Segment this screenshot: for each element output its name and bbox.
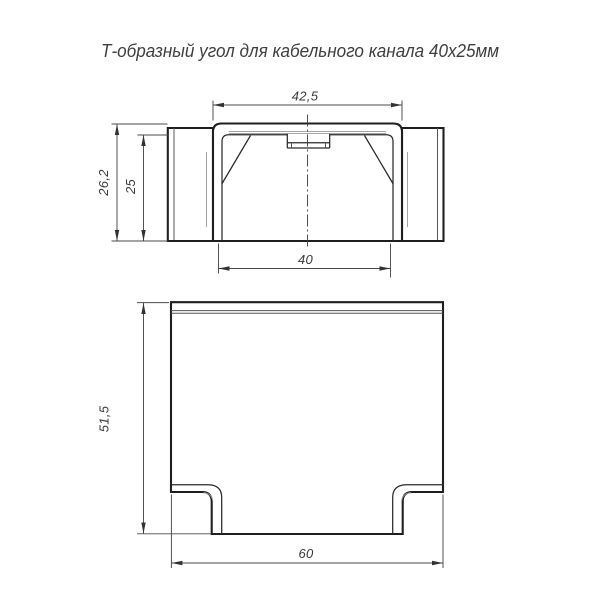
dim-arrow	[141, 230, 145, 241]
dim-lines	[112, 124, 168, 241]
dim-arrow	[219, 266, 230, 270]
top-view	[171, 302, 443, 534]
dim-label-plan-width: 60	[298, 546, 314, 561]
dim-arrow	[380, 266, 391, 270]
dim-arrow	[115, 230, 119, 241]
dim-label-inner-height: 25	[122, 178, 138, 195]
front-view	[168, 115, 444, 250]
drawing-title: Т-образный угол для кабельного канала 40х25мм	[101, 41, 499, 61]
dim-inner-width	[219, 244, 391, 278]
latch-tab-face	[287, 133, 329, 148]
dim-arrow	[141, 523, 145, 534]
dim-label-plan-height: 51,5	[96, 405, 112, 433]
dim-arrow	[141, 135, 145, 146]
dim-arrow	[391, 103, 402, 107]
dim-lines	[138, 135, 169, 241]
dim-inner-height	[123, 135, 168, 241]
dim-arrow	[213, 103, 224, 107]
latch-tab	[287, 133, 329, 148]
dim-arrow	[432, 561, 443, 565]
dim-arrow	[115, 124, 119, 135]
dim-arrow	[141, 303, 145, 314]
dim-arrow	[171, 561, 182, 565]
dim-label-outer-height: 26,2	[96, 169, 111, 196]
dim-label-inner-width: 40	[297, 252, 314, 267]
dim-label-outer-width: 42,5	[291, 88, 319, 104]
